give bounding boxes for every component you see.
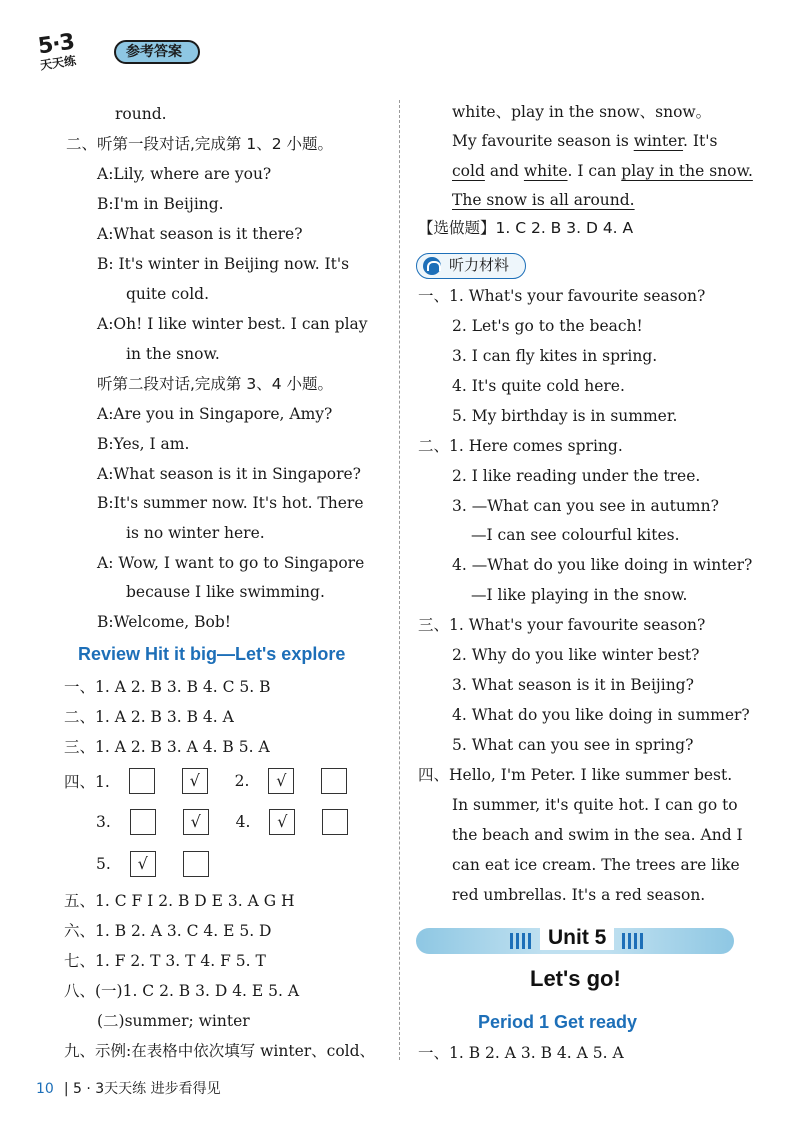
page-footer — [36, 1078, 221, 1098]
answer-line: 九、示例:在表格中依次填写 winter、cold、 — [64, 1042, 376, 1060]
brand-logo — [36, 30, 104, 74]
dialogue-line: B: It's winter in Beijing now. It's — [97, 255, 350, 273]
answer-line: 一、1. A 2. B 3. B 4. C 5. B — [64, 678, 271, 696]
answer-line: 六、1. B 2. A 3. C 4. E 5. D — [64, 922, 272, 940]
dialogue-line: A: Wow, I want to go to Singapore — [97, 554, 365, 572]
section-heading: 听第二段对话,完成第 3、4 小题。 — [97, 375, 334, 393]
answer-line: 一、1. B 2. A 3. B 4. A 5. A — [418, 1044, 624, 1062]
script-line: —I like playing in the snow. — [471, 586, 688, 604]
banner-stripes — [510, 933, 532, 949]
listening-material-label — [416, 253, 526, 279]
dialogue-line: B:It's summer now. It's hot. There — [97, 494, 364, 512]
text-line — [452, 160, 753, 182]
section-heading: 二、听第一段对话,完成第 1、2 小题。 — [66, 135, 334, 153]
script-line: can eat ice cream. The trees are like — [452, 856, 740, 874]
script-line: 3. —What can you see in autumn? — [452, 497, 719, 515]
text-line: round. — [115, 105, 167, 123]
checkbox-row — [96, 851, 231, 877]
script-line: 二、1. Here comes spring. — [418, 437, 623, 455]
logo-text: 5·3 — [36, 29, 76, 60]
checkbox-row — [64, 768, 369, 794]
answer-line: (二)summer; winter — [97, 1012, 250, 1030]
answer-line: 八、(一)1. C 2. B 3. D 4. E 5. A — [64, 982, 300, 1000]
script-line: 2. Let's go to the beach! — [452, 317, 643, 335]
answer-box-checked: √ — [130, 851, 156, 877]
script-line: 四、Hello, I'm Peter. I like summer best. — [418, 766, 733, 784]
text-segment: My favourite season is — [452, 132, 634, 150]
script-line: 5. What can you see in spring? — [452, 736, 694, 754]
script-line: 4. It's quite cold here. — [452, 377, 625, 395]
script-line: 2. I like reading under the tree. — [452, 467, 701, 485]
underlined-answer: cold — [452, 162, 485, 180]
item-label: 2. — [234, 772, 250, 790]
underlined-answer: white — [523, 162, 568, 180]
logo-subtext: 天天练 — [39, 53, 77, 73]
listening-label-text: 听力材料 — [449, 256, 510, 274]
unit-title: Unit 5 — [540, 926, 614, 950]
footer-text: | 5 · 3天天练 进步看得见 — [63, 1081, 221, 1097]
dialogue-line: A:Lily, where are you? — [97, 165, 272, 183]
underlined-answer: The snow is all around. — [452, 191, 635, 209]
answer-line: 二、1. A 2. B 3. B 4. A — [64, 708, 234, 726]
text-line — [452, 189, 635, 211]
answer-box-checked: √ — [182, 768, 208, 794]
text-segment: and — [484, 162, 524, 180]
dialogue-line: A:Are you in Singapore, Amy? — [97, 405, 333, 423]
answer-box — [322, 809, 348, 835]
review-section-title: Review Hit it big—Let's explore — [78, 644, 346, 664]
answer-box — [321, 768, 347, 794]
item-label: 5. — [96, 855, 111, 873]
script-line: 3. What season is it in Beijing? — [452, 676, 694, 694]
banner-stripes — [622, 933, 644, 949]
period-title: Period 1 Get ready — [478, 1012, 638, 1032]
underlined-answer: play in the snow. — [621, 162, 753, 180]
answer-line: 七、1. F 2. T 3. T 4. F 5. T — [64, 952, 266, 970]
dialogue-line: B:Yes, I am. — [97, 435, 190, 453]
dialogue-line: B:Welcome, Bob! — [97, 613, 232, 631]
script-line: In summer, it's quite hot. I can go to — [452, 796, 738, 814]
dialogue-line: quite cold. — [126, 285, 210, 303]
dialogue-line: is no winter here. — [126, 524, 265, 542]
dialogue-line: A:What season is it there? — [97, 225, 303, 243]
answer-box — [130, 809, 156, 835]
unit-subtitle: Let's go! — [530, 966, 621, 991]
underlined-answer: winter — [633, 132, 684, 150]
script-line: the beach and swim in the sea. And I — [452, 826, 743, 844]
script-line: 三、1. What's your favourite season? — [418, 616, 706, 634]
column-divider — [399, 100, 400, 1060]
text-line: white、play in the snow、snow。 — [452, 103, 712, 121]
item-label: 3. — [96, 813, 111, 831]
answer-line: 五、1. C F I 2. B D E 3. A G H — [64, 892, 295, 910]
dialogue-line: A:Oh! I like winter best. I can play — [97, 315, 368, 333]
answer-line: 三、1. A 2. B 3. A 4. B 5. A — [64, 738, 270, 756]
script-line: 4. What do you like doing in summer? — [452, 706, 750, 724]
item-label: 4. — [235, 813, 251, 831]
text-line — [452, 130, 717, 152]
answer-box-checked: √ — [269, 809, 295, 835]
script-line: —I can see colourful kites. — [471, 526, 680, 544]
text-segment: . I can — [567, 162, 622, 180]
script-line: 5. My birthday is in summer. — [452, 407, 678, 425]
headphones-icon — [423, 257, 441, 275]
answer-box — [129, 768, 155, 794]
dialogue-line: because I like swimming. — [126, 583, 325, 601]
script-line: red umbrellas. It's a red season. — [452, 886, 706, 904]
text-segment: . It's — [683, 132, 718, 150]
script-line: 一、1. What's your favourite season? — [418, 287, 706, 305]
item-label: 四、1. — [64, 773, 110, 791]
answer-badge: 参考答案 — [114, 40, 200, 64]
dialogue-line: B:I'm in Beijing. — [97, 195, 224, 213]
script-line: 3. I can fly kites in spring. — [452, 347, 658, 365]
page-number: 10 — [36, 1081, 54, 1097]
header — [36, 30, 256, 74]
answer-box-checked: √ — [183, 809, 209, 835]
answer-box-checked: √ — [268, 768, 294, 794]
dialogue-line: in the snow. — [126, 345, 220, 363]
dialogue-line: A:What season is it in Singapore? — [97, 465, 361, 483]
script-line: 4. —What do you like doing in winter? — [452, 556, 753, 574]
script-line: 2. Why do you like winter best? — [452, 646, 700, 664]
checkbox-row — [96, 809, 370, 835]
optional-answers: 【选做题】1. C 2. B 3. D 4. A — [418, 219, 634, 237]
answer-box — [183, 851, 209, 877]
